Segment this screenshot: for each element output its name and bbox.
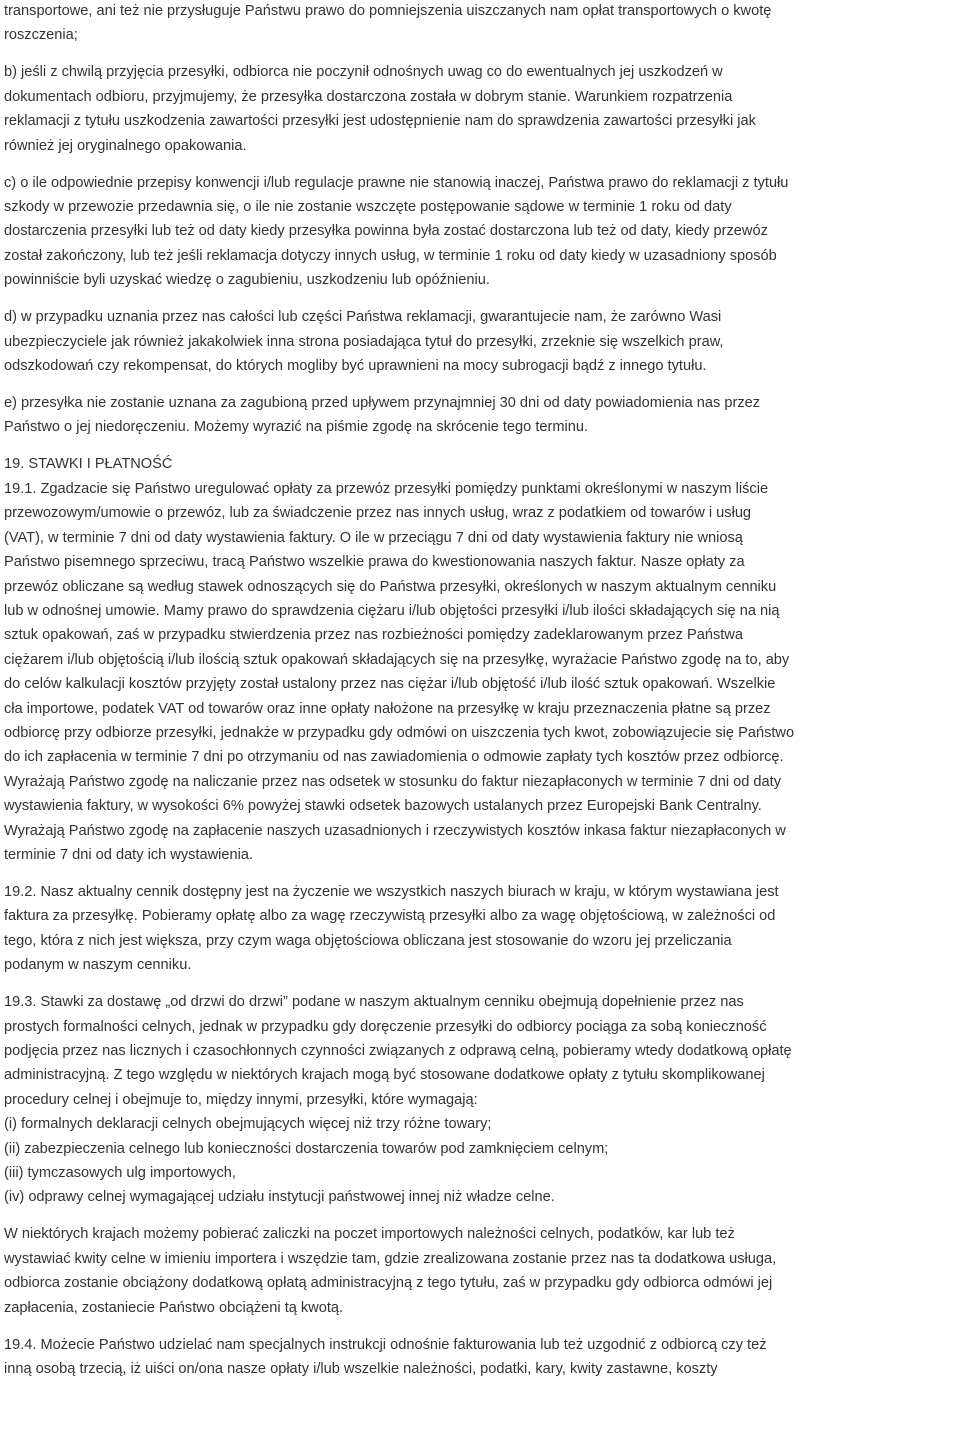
text-line: podjęcia przez nas licznych i czasochłonnych czynności związanych z odprawą celną, pobieramy wtedy dodatkową opłatę <box>4 1043 792 1059</box>
text-line: zapłacenia, zostaniecie Państwo obciążeni tą kwotą. <box>4 1299 344 1316</box>
text-line: 19.4. Możecie Państwo udzielać nam specjalnych instrukcji odnośnie fakturowania lub też uzgodnić z odbiorcą czy też <box>4 1336 767 1353</box>
text-line: został zakończony, lub też jeśli reklamacja dotyczy innych usług, w terminie 1 roku od daty kiedy w uzasadniony sposób <box>4 247 777 264</box>
text-line: faktura za przesyłkę. Pobieramy opłatę albo za wagę rzeczywistą przesyłki albo za wagę objętościową, w zależności od <box>4 908 776 925</box>
text-line: ubezpieczyciele jak również jakakolwiek inna strona posiadająca tytuł do przesyłki, zrzeknie się wszelkich praw, <box>4 333 724 350</box>
text-line: dostarczenia przesyłki lub też od daty kiedy przesyłka powinna była zostać dostarczona lub też od daty, kiedy przewóz <box>4 223 768 240</box>
text-line: Wyrażają Państwo zgodę na naliczanie przez nas odsetek w stosunku do faktur niezapłaconych w terminie 7 dni od daty <box>4 773 782 790</box>
text-line: wystawienia faktury, w wysokości 6% powyżej stawki odsetek bazowych ustalanych przez Europejski Bank Centralny. <box>4 798 762 815</box>
text-line: lub w odnośnej umowie. Mamy prawo do sprawdzenia ciężaru i/lub objętości przesyłki i/lub ilości składających się na nią <box>4 602 780 619</box>
section-heading-19 <box>4 452 948 476</box>
list-item: (i) formalnych deklaracji celnych obejmujących więcej niż trzy różne towary; <box>4 1116 492 1133</box>
text-line: przewozowym/umowie o przewóz, lub za świadczenie przez nas innych usług, wraz z podatkiem od towarów i usług <box>4 505 752 522</box>
text-line: d) w przypadku uznania przez nas całości lub części Państwa reklamacji, gwarantujecie nam, że zarówno Wasi <box>4 309 722 326</box>
text-line: procedury celnej i obejmuje to, między innymi, przesyłki, które wymagają: <box>4 1091 478 1108</box>
text-line: b) jeśli z chwilą przyjęcia przesyłki, odbiorca nie poczynił odnośnych uwag co do ewentualnych jej uszkodzeń w <box>4 64 723 81</box>
text-line: 19.2. Nasz aktualny cennik dostępny jest na życzenie we wszystkich naszych biurach w kraju, w którym wystawiana jest <box>4 883 779 900</box>
paragraph-c <box>4 171 948 293</box>
paragraph-advance-payments <box>4 1222 948 1320</box>
text-line: do celów kalkulacji kosztów przyjęty został ustalony przez nas ciężar i/lub objętość i/lub ilość sztuk opakowań. Wszelkie <box>4 676 776 693</box>
text-line: podanym w naszym cenniku. <box>4 957 192 974</box>
list-item: (ii) zabezpieczenia celnego lub konieczności dostarczenia towarów pod zamknięciem celnym; <box>4 1140 609 1157</box>
text-line: prostych formalności celnych, jednak w przypadku gdy doręczenie przesyłki do odbiorcy pociąga za sobą konieczność <box>4 1018 767 1035</box>
text-line: W niektórych krajach możemy pobierać zaliczki na poczet importowych należności celnych, podatków, kar lub też <box>4 1226 735 1243</box>
text-line: dokumentach odbioru, przyjmujemy, że przesyłka dostarczona została w dobrym stanie. Warunkiem rozpatrzenia <box>4 88 733 105</box>
list-item: (iii) tymczasowych ulg importowych, <box>4 1165 236 1182</box>
text-line: Państwo pisemnego sprzeciwu, tracą Państwo wszelkie prawa do kwestionowania naszych faktur. Nasze opłaty za <box>4 554 745 571</box>
text-line: 19.3. Stawki za dostawę „od drzwi do drzwi” podane w naszym aktualnym cenniku obejmują dopełnienie przez nas <box>4 994 744 1011</box>
text-line: wystawiać kwity celne w imieniu importera i wszędzie tam, gdzie zrealizowana zostanie przez nas ta dodatkowa usługa, <box>4 1250 777 1267</box>
paragraph-d <box>4 305 948 378</box>
text-line: e) przesyłka nie zostanie uznana za zagubioną przed upływem przynajmniej 30 dni od daty powiadomienia nas przez <box>4 395 761 412</box>
text-line: również jej oryginalnego opakowania. <box>4 137 247 154</box>
text-line: Wyrażają Państwo zgodę na zapłacenie naszych uzasadnionych i rzeczywistych kosztów inkasa faktur niezapłaconych w <box>4 822 786 839</box>
paragraph-19-4 <box>4 1333 948 1382</box>
text-line: (VAT), w terminie 7 dni od daty wystawienia faktury. O ile w przeciągu 7 dni od daty wystawienia faktury nie wniosą <box>4 529 743 546</box>
text-line: powinniście byli uzyskać wiedzę o zagubieniu, uszkodzeniu lub opóźnieniu. <box>4 272 490 289</box>
paragraph-intro-continuation <box>4 0 948 48</box>
text-line: przewóz obliczane są według stawek odnoszących się do Państwa przesyłki, określonych w naszym aktualnym cenniku <box>4 578 777 595</box>
paragraph-19-1 <box>4 477 948 868</box>
text-line: tego, która z nich jest większa, przy czym waga objętościowa obliczana jest stosowanie do wzoru jej przeliczania <box>4 932 732 949</box>
paragraph-19-3 <box>4 990 948 1210</box>
text-line: reklamacji z tytułu uszkodzenia zawartości przesyłki jest udostępnienie nam do sprawdzenia zawartości przesyłki jak <box>4 113 756 130</box>
text-line: odbiorca zostanie obciążony dodatkową opłatą administracyjną z tego tytułu, zaś w przypadku gdy odbiorca odmówi jej <box>4 1275 773 1292</box>
text-line: transportowe, ani też nie przysługuje Państwu prawo do pomniejszenia uiszczanych nam opłat transportowych o kwotę <box>4 3 772 19</box>
text-line: do ich zapłacenia w terminie 7 dni po otrzymaniu od nas zawiadomienia o odmowie zapłaty tych kosztów przez odbiorcę. <box>4 749 784 766</box>
paragraph-19-2 <box>4 880 948 978</box>
list-item: (iv) odprawy celnej wymagającej udziału instytucji państwowej innej niż władze celne. <box>4 1189 555 1206</box>
text-line: odszkodowań czy rekompensat, do których mogliby być uprawnieni na mocy subrogacji bądź z innego tytułu. <box>4 358 707 375</box>
paragraph-e <box>4 391 948 440</box>
text-line: Państwo o jej niedoręczeniu. Możemy wyrazić na piśmie zgodę na skrócenie tego terminu. <box>4 419 589 436</box>
text-line: szkody w przewozie przedawnia się, o ile nie zostanie wszczęte postępowanie sądowe w terminie 1 roku od daty <box>4 199 732 216</box>
text-line: odbiorcę przy odbiorze przesyłki, jednakże w przypadku gdy odmówi on uiszczenia tych kwot, zobowiązujecie się Państwo <box>4 724 795 741</box>
text-line: roszczenia; <box>4 27 78 44</box>
text-line: c) o ile odpowiednie przepisy konwencji i/lub regulacje prawne nie stanowią inaczej, Państwa prawo do reklamacji z tytułu <box>4 174 789 191</box>
text-line: sztuk opakowań, zaś w przypadku stwierdzenia przez nas rozbieżności pomiędzy zadeklarowanym przez Państwa <box>4 627 743 644</box>
paragraph-b <box>4 60 948 158</box>
section-title: 19. STAWKI I PŁATNOŚĆ <box>4 456 173 473</box>
text-line: cła importowe, podatek VAT od towarów oraz inne opłaty nałożone na przesyłkę w kraju przeznaczenia płatne są przez <box>4 700 771 717</box>
text-line: inną osobą trzecią, iż uiści on/ona nasze opłaty i/lub wszelkie należności, podatki, kary, kwity zastawne, koszty <box>4 1361 718 1378</box>
text-line: terminie 7 dni od daty ich wystawienia. <box>4 846 254 863</box>
text-line: 19.1. Zgadzacie się Państwo uregulować opłaty za przewóz przesyłki pomiędzy punktami określonymi w naszym liście <box>4 480 769 497</box>
text-line: administracyjną. Z tego względu w niektórych krajach mogą być stosowane dodatkowe opłaty z tytułu skomplikowanej <box>4 1067 765 1084</box>
text-line: ciężarem i/lub objętością i/lub ilością sztuk opakowań składających się na przesyłkę, wyrażacie Państwo zgodę na to, aby <box>4 651 790 668</box>
